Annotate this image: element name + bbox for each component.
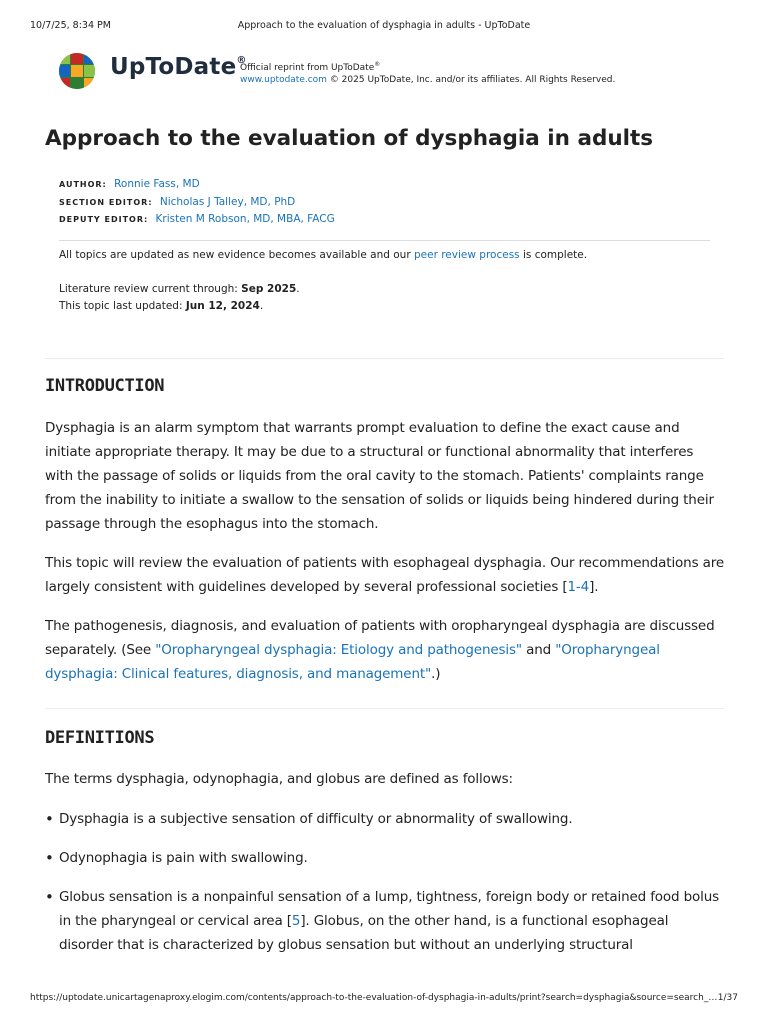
intro-paragraph-1: Dysphagia is an alarm symptom that warrants prompt evaluation to define the exact cause and initiate appropriate therapy. It may be due to a structural or functional abnormality that interferes with the passage of solids or liquids from the oral cavity to the stomach. Patients' complaints range from the inability to initiate a swallow to the sensation of solids or liquids being hindered during their passage through the esophagus into the stomach. — [45, 420, 714, 532]
dysphagia-definition: Dysphagia is a subjective sensation of difficulty or abnormality of swallowing. — [59, 811, 573, 827]
deputy-editor-role: DEPUTY EDITOR: — [59, 215, 149, 224]
print-datetime: 10/7/25, 8:34 PM — [30, 20, 111, 31]
section-editor-row — [59, 194, 335, 212]
definitions-list — [45, 807, 725, 972]
reprint-notice — [240, 59, 615, 86]
uptodate-site-link[interactable]: www.uptodate.com — [240, 75, 327, 85]
globus-definition: Globus sensation is a nonpainful sensation of a lump, tightness, foreign body or retained food bolus in the pharyngeal or cervical area [5]. Globus, on the other hand, is a functional esophageal disorder that is characterized by globus sensation but without an underlying structural — [59, 889, 720, 953]
definitions-heading: DEFINITIONS — [45, 728, 155, 748]
header-divider — [45, 358, 724, 359]
uptodate-grid-logo-icon — [58, 52, 96, 90]
list-item — [45, 885, 725, 957]
update-note: All topics are updated as new evidence becomes available and our peer review process is complete. — [59, 249, 588, 261]
reprint-line: Official reprint from UpToDate® — [240, 61, 381, 73]
peer-review-link[interactable]: peer review process — [413, 249, 520, 261]
credits-divider — [59, 240, 710, 241]
oropharyngeal-clinical-link[interactable]: "Oropharyngeal dysphagia: Clinical features, diagnosis, and management" — [45, 642, 660, 682]
intro-paragraph-3: The pathogenesis, diagnosis, and evaluation of patients with oropharyngeal dysphagia are discussed separately. (See "Oropharyngeal dysphagia: Etiology and pathogenesis" and "Oropharyngeal dysphagia: Clinical features, diagnosis, and management".) — [45, 618, 715, 682]
literature-review-line: Literature review current through: Sep 2025. — [59, 283, 300, 295]
section-editor-role: SECTION EDITOR: — [59, 197, 153, 207]
copyright-line: www.uptodate.com © 2025 UpToDate, Inc. and/or its affiliates. All Rights Reserved. — [240, 75, 616, 85]
deputy-editor-row — [59, 211, 335, 229]
introduction-heading: INTRODUCTION — [45, 376, 165, 396]
print-header — [30, 20, 738, 34]
reference-link-1-4[interactable]: 1-4 — [567, 579, 590, 595]
last-updated-date: Jun 12, 2024 — [185, 299, 260, 312]
definitions-intro: The terms dysphagia, odynophagia, and globus are defined as follows: — [45, 771, 513, 787]
intro-paragraph-2: This topic will review the evaluation of patients with esophageal dysphagia. Our recommendations are largely consistent with guidelines developed by several professional societies [1-4]. — [45, 555, 724, 595]
author-row — [59, 176, 335, 194]
section-editor-link[interactable]: Nicholas J Talley, MD, PhD — [159, 195, 296, 208]
list-item — [45, 807, 725, 831]
review-dates — [59, 281, 300, 314]
reference-link-5[interactable]: 5 — [291, 913, 301, 929]
list-item — [45, 846, 725, 870]
uptodate-brand[interactable] — [58, 50, 247, 92]
author-link[interactable]: Ronnie Fass, MD — [114, 178, 200, 190]
odynophagia-definition: Odynophagia is pain with swallowing. — [59, 850, 308, 866]
print-url: https://uptodate.unicartagenaproxy.elogim.com/contents/approach-to-the-evaluation-of-dysphagia-in-adults/print?search=dysphagia&source=search_… — [30, 993, 718, 1003]
last-updated-line: This topic last updated: Jun 12, 2024. — [59, 299, 264, 312]
brand-name: UpToDate® — [110, 54, 247, 80]
article-credits — [59, 176, 335, 229]
article-title: Approach to the evaluation of dysphagia in adults — [45, 126, 654, 151]
page-number: 1/37 — [717, 993, 738, 1003]
section-divider — [45, 708, 724, 709]
print-page-title: Approach to the evaluation of dysphagia in adults - UpToDate — [237, 20, 531, 31]
deputy-editor-link[interactable]: Kristen M Robson, MD, MBA, FACG — [155, 213, 335, 225]
literature-review-date: Sep 2025 — [241, 283, 297, 295]
oropharyngeal-etiology-link[interactable]: "Oropharyngeal dysphagia: Etiology and pathogenesis" — [155, 642, 522, 658]
author-role: AUTHOR: — [59, 180, 107, 189]
